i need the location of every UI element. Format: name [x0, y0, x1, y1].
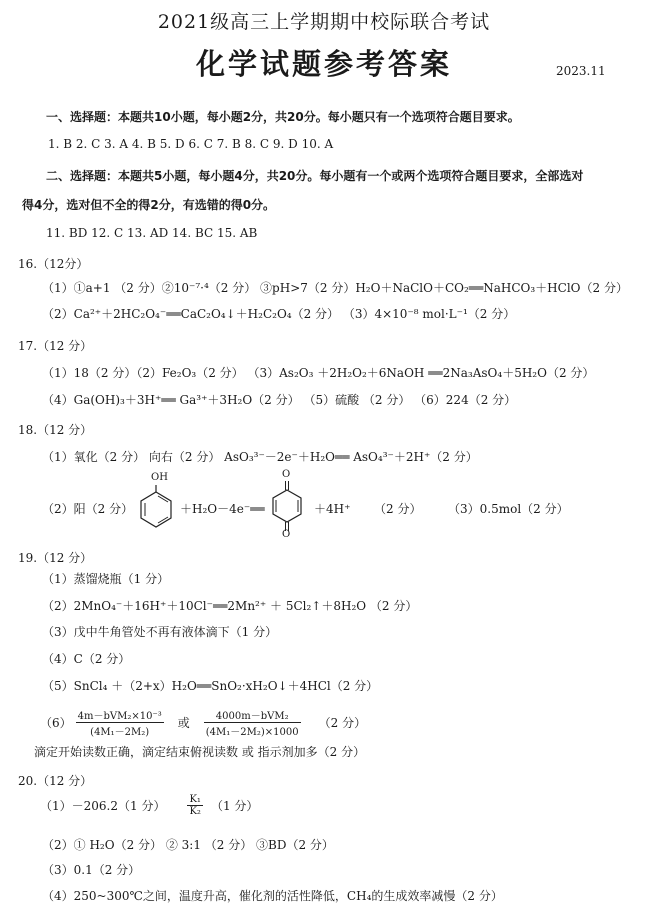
q20-line1	[40, 788, 258, 822]
exam-header: 2021级高三上学期期中校际联合考试	[157, 11, 491, 33]
q19-line1: （1）蒸馏烧瓶（1 分）	[42, 572, 170, 586]
quinone-top-o: O	[282, 469, 291, 480]
q20-line1-score: （1 分）	[210, 798, 259, 813]
page-title: 化学试题参考答案	[195, 47, 452, 81]
q19-line6-score: （2 分）	[318, 715, 367, 730]
q19-line3: （3）戊中牛角管处不再有液体滴下（1 分）	[42, 625, 278, 639]
q17-line1: （1）18（2 分）（2）Fe₂O₃（2 分） （3）As₂O₃ ＋2H₂O₂＋6NaOH ══2Na₃AsO₄＋5H₂O（2 分）	[42, 366, 595, 380]
q17-line2: （4）Ga(OH)₃＋3H⁺══ Ga³⁺＋3H₂O（2 分） （5）硫酸 （2 分） （6）224（2 分）	[42, 393, 517, 407]
q19-fraction-1	[76, 707, 164, 738]
q16-heading: 16.（12分）	[18, 257, 89, 271]
quinone-bottom-o: O	[282, 529, 291, 540]
section1-answers: 1. B 2. C 3. A 4. B 5. D 6. C 7. B 8. C 9. D 10. A	[48, 137, 334, 151]
q17-heading: 17.（12 分）	[18, 339, 93, 353]
q18-line2-score: （2 分）	[374, 502, 422, 516]
q19-or: 或	[177, 715, 190, 730]
q20-line3: （3）0.1（2 分）	[42, 863, 141, 877]
section2-heading-line2: 得4分，选对但不全的得2分，有选错的得0分。	[22, 198, 276, 212]
q20-heading: 20.（12 分）	[18, 774, 93, 788]
q18-line1: （1）氧化（2 分） 向右（2 分） AsO₃³⁻－2e⁻＋H₂O══ AsO₄³⁻＋2H⁺（2 分）	[42, 450, 478, 464]
q19-fraction-2-numerator: 4000m－bVM₂	[204, 707, 301, 723]
section2-heading-line1: 二、选择题：本题共5小题，每小题4分，共20分。每小题有一个或两个选项符合题目要求，全部选对	[46, 169, 584, 183]
phenol-oh-label: OH	[151, 472, 168, 483]
q18-line2-part3: （3）0.5mol（2 分）	[448, 502, 569, 516]
q19-fraction-2-denominator: (4M₁－2M₂)×1000	[205, 726, 299, 738]
q19-line4: （4）C（2 分）	[42, 652, 131, 666]
q18-heading: 18.（12 分）	[18, 423, 93, 437]
q16-line2: （2）Ca²⁺＋2HC₂O₄⁻══CaC₂O₄↓＋H₂C₂O₄（2 分） （3）4×10⁻⁸ mol·L⁻¹（2 分）	[42, 307, 516, 321]
phenol-structure	[136, 485, 176, 529]
q20-k-numerator: K₁	[189, 793, 201, 805]
q19-heading: 19.（12 分）	[18, 551, 93, 565]
q16-line1: （1）①a+1 （2 分）②10⁻⁷·⁴（2 分） ③pH>7（2 分）H₂O＋NaClO＋CO₂══NaHCO₃＋HClO（2 分）	[42, 281, 628, 295]
q19-fraction-2	[204, 707, 301, 738]
q19-line5: （5）SnCl₄ ＋（2+x）H₂O══SnO₂·xH₂O↓＋4HCl（2 分）	[42, 679, 379, 693]
q20-k-ratio	[187, 794, 202, 817]
section1-heading: 一、选择题：本题共10小题，每小题2分，共20分。每小题只有一个选项符合题目要求。	[46, 110, 520, 124]
q20-line4: （4）250~300℃之间，温度升高，催化剂的活性降低，CH₄的生成效率减慢（2 分）	[42, 889, 503, 903]
q19-line2: （2）2MnO₄⁻＋16H⁺＋10Cl⁻══2Mn²⁺ ＋ 5Cl₂↑＋8H₂O （2 分）	[42, 599, 418, 613]
q20-k-denominator: K₂	[189, 805, 201, 817]
q19-fraction-1-numerator: 4m－bVM₂×10⁻³	[76, 707, 164, 723]
q18-line2-part1: （2）阳（2 分）	[42, 502, 134, 516]
q19-fraction-1-denominator: (4M₁－2M₂)	[90, 726, 150, 738]
q19-line6-label: （6）	[40, 715, 72, 730]
q19-line6	[40, 704, 366, 740]
q19-line7: 滴定开始读数正确，滴定结束俯视读数 或 指示剂加多（2 分）	[34, 745, 366, 759]
exam-date: 2023.11	[556, 64, 606, 78]
section2-answers: 11. BD 12. C 13. AD 14. BC 15. AB	[46, 226, 258, 240]
q18-line2-products: ＋4H⁺	[314, 502, 351, 516]
benzoquinone-structure	[267, 481, 307, 531]
q20-line2: （2）① H₂O（2 分） ② 3:1 （2 分） ③BD（2 分）	[42, 838, 334, 852]
q18-line2-middle: ＋H₂O－4e⁻══	[180, 502, 265, 516]
q20-line1-part1: （1）－206.2（1 分）	[40, 798, 166, 813]
